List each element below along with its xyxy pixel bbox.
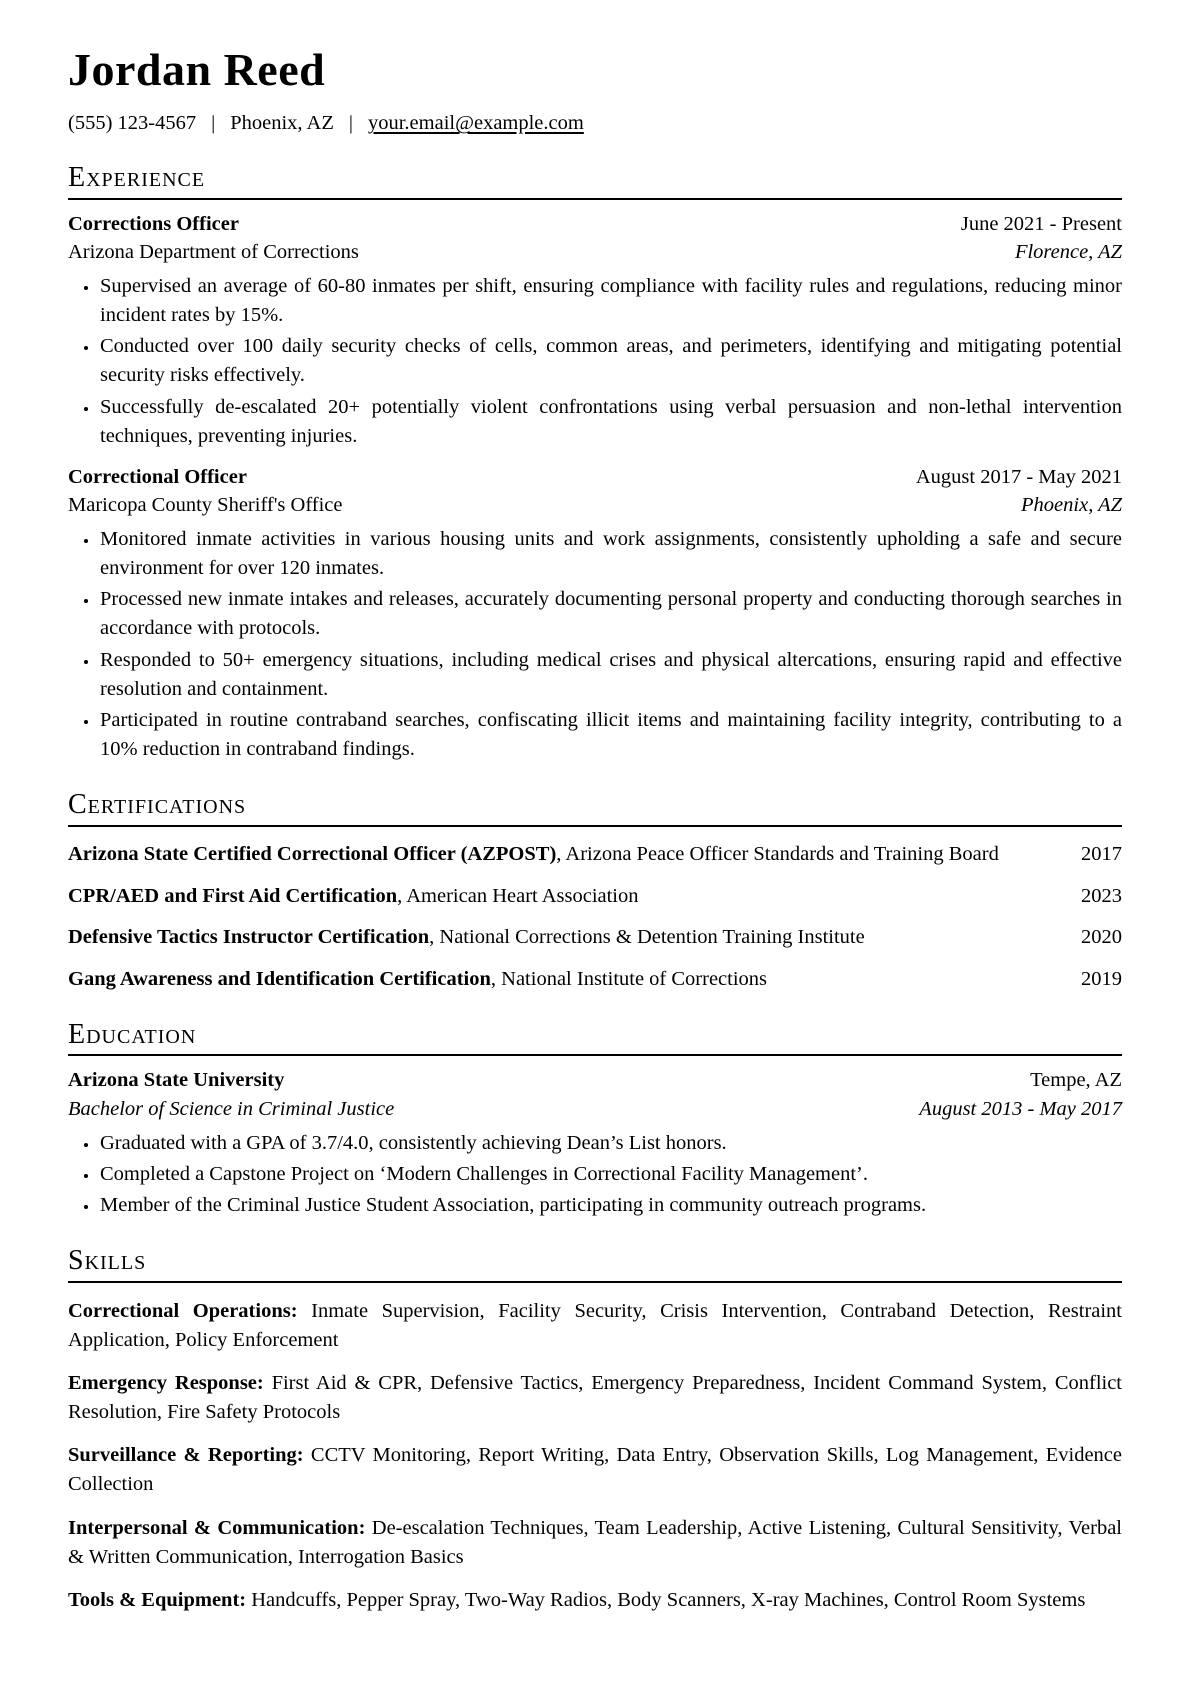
- resume-header: [68, 46, 1122, 137]
- job-bullet-list: [68, 525, 1122, 764]
- phone-number: (555) 123-4567: [68, 112, 197, 135]
- job-bullet: • Participated in routine contraband searches, confiscating illicit items and maintaining facility integrity, contributing to a 10% reduction in contraband findings.: [99, 706, 1122, 764]
- certification-entry: [68, 882, 1122, 911]
- certification-issuer: , National Institute of Corrections: [490, 967, 768, 990]
- job-location: Phoenix, AZ: [1021, 494, 1122, 517]
- skill-group-label: Emergency Response:: [68, 1372, 264, 1395]
- job-entry: [68, 463, 1122, 764]
- education-entry: [68, 1066, 1122, 1220]
- skill-group: [68, 1586, 1122, 1615]
- separator-bar: |: [348, 112, 353, 135]
- certification-year: 2019: [1081, 967, 1122, 990]
- skill-group: [68, 1369, 1122, 1427]
- certifications-section: [68, 790, 1122, 994]
- certification-entry: [68, 840, 1122, 869]
- job-entry: [68, 210, 1122, 451]
- job-bullet-list: [68, 272, 1122, 451]
- separator-bar: |: [211, 112, 216, 135]
- job-company: Maricopa County Sheriff's Office: [68, 494, 343, 517]
- skill-group: [68, 1297, 1122, 1355]
- education-heading: Education: [68, 1020, 1122, 1057]
- certification-issuer: , Arizona Peace Officer Standards and Training Board: [556, 842, 999, 865]
- certification-name: CPR/AED and First Aid Certification: [68, 884, 398, 907]
- job-bullet: • Conducted over 100 daily security checks of cells, common areas, and perimeters, identifying and mitigating potential security risks effectively.: [99, 332, 1122, 390]
- contact-line: [68, 110, 1122, 137]
- job-title: Corrections Officer: [68, 212, 239, 235]
- degree-name: Bachelor of Science in Criminal Justice: [68, 1098, 395, 1121]
- skill-group-label: Tools & Equipment:: [68, 1588, 247, 1611]
- job-bullet: • Successfully de-escalated 20+ potentially violent confrontations using verbal persuasion and non-lethal intervention techniques, preventing injuries.: [99, 393, 1122, 451]
- job-title-row: [68, 210, 1122, 239]
- skill-group-items: De-escalation Techniques, Team Leadership, Active Listening, Cultural Sensitivity, Verbal & Written Communication, Interrogation Basics: [68, 1516, 1123, 1568]
- certification-text: [68, 923, 1051, 952]
- skill-group-items: CCTV Monitoring, Report Writing, Data Entry, Observation Skills, Log Management, Evidence Collection: [68, 1444, 1122, 1496]
- skill-group-label: Interpersonal & Communication:: [68, 1516, 366, 1539]
- skill-group-label: Correctional Operations:: [68, 1299, 298, 1322]
- education-bullet: • Member of the Criminal Justice Student Association, participating in community outreach programs.: [99, 1191, 1122, 1220]
- page-title: Jordan Reed: [68, 44, 326, 95]
- certification-entry: [68, 923, 1122, 952]
- skill-group-items: Inmate Supervision, Facility Security, Crisis Intervention, Contraband Detection, Restraint Application, Policy Enforcement: [68, 1299, 1123, 1351]
- certification-name: Arizona State Certified Correctional Officer (AZPOST): [68, 842, 557, 865]
- job-company-row: [68, 491, 1122, 520]
- job-title: Correctional Officer: [68, 465, 247, 488]
- skill-group-label: Surveillance & Reporting:: [68, 1444, 304, 1467]
- education-bullet-list: [68, 1129, 1122, 1220]
- school-location: Tempe, AZ: [1030, 1069, 1122, 1092]
- skills-section: [68, 1246, 1122, 1615]
- education-school-row: [68, 1066, 1122, 1095]
- job-dates: June 2021 - Present: [960, 212, 1122, 235]
- skill-group: [68, 1514, 1122, 1572]
- skill-group-items: Handcuffs, Pepper Spray, Two-Way Radios, Body Scanners, X-ray Machines, Control Room Systems: [251, 1588, 1086, 1611]
- job-title-row: [68, 463, 1122, 492]
- job-bullet: • Supervised an average of 60-80 inmates per shift, ensuring compliance with facility rules and regulations, reducing minor incident rates by 15%.: [99, 272, 1122, 330]
- certification-text: [68, 965, 1051, 994]
- certification-issuer: , American Heart Association: [397, 884, 639, 907]
- job-company-row: [68, 238, 1122, 267]
- school-name: Arizona State University: [68, 1069, 285, 1092]
- job-bullet: • Responded to 50+ emergency situations, including medical crises and physical altercations, ensuring rapid and effective resolution and containment.: [99, 646, 1122, 704]
- experience-section: [68, 163, 1122, 764]
- certification-entry: [68, 965, 1122, 994]
- certification-year: 2020: [1081, 926, 1122, 949]
- email-link[interactable]: your.email@example.com: [367, 112, 584, 135]
- job-dates: August 2017 - May 2021: [915, 465, 1122, 488]
- education-dates: August 2013 - May 2017: [919, 1098, 1122, 1121]
- certification-year: 2017: [1081, 842, 1122, 865]
- job-location: Florence, AZ: [1014, 241, 1122, 264]
- experience-heading: Experience: [68, 163, 1122, 200]
- education-degree-row: [68, 1095, 1122, 1124]
- certification-year: 2023: [1081, 884, 1122, 907]
- certification-text: [68, 882, 1051, 911]
- certification-issuer: , National Corrections & Detention Training Institute: [429, 926, 865, 949]
- certification-name: Defensive Tactics Instructor Certification: [68, 926, 430, 949]
- certification-name: Gang Awareness and Identification Certification: [68, 967, 491, 990]
- job-bullet: • Processed new inmate intakes and releases, accurately documenting personal property and conducting thorough searches in accordance with protocols.: [99, 585, 1122, 643]
- skill-group-items: First Aid & CPR, Defensive Tactics, Emergency Preparedness, Incident Command System, Conflict Resolution, Fire Safety Protocols: [68, 1372, 1123, 1424]
- education-section: [68, 1020, 1122, 1221]
- location-text: Phoenix, AZ: [230, 112, 334, 135]
- job-bullet: • Monitored inmate activities in various housing units and work assignments, consistently upholding a safe and secure environment for over 120 inmates.: [99, 525, 1122, 583]
- skills-heading: Skills: [68, 1246, 1122, 1283]
- education-bullet: • Completed a Capstone Project on ‘Modern Challenges in Correctional Facility Management’.: [99, 1160, 1122, 1189]
- certification-text: [68, 840, 1051, 869]
- job-company: Arizona Department of Corrections: [68, 241, 359, 264]
- certifications-heading: Certifications: [68, 790, 1122, 827]
- education-bullet: • Graduated with a GPA of 3.7/4.0, consistently achieving Dean’s List honors.: [99, 1129, 1122, 1158]
- skill-group: [68, 1441, 1122, 1499]
